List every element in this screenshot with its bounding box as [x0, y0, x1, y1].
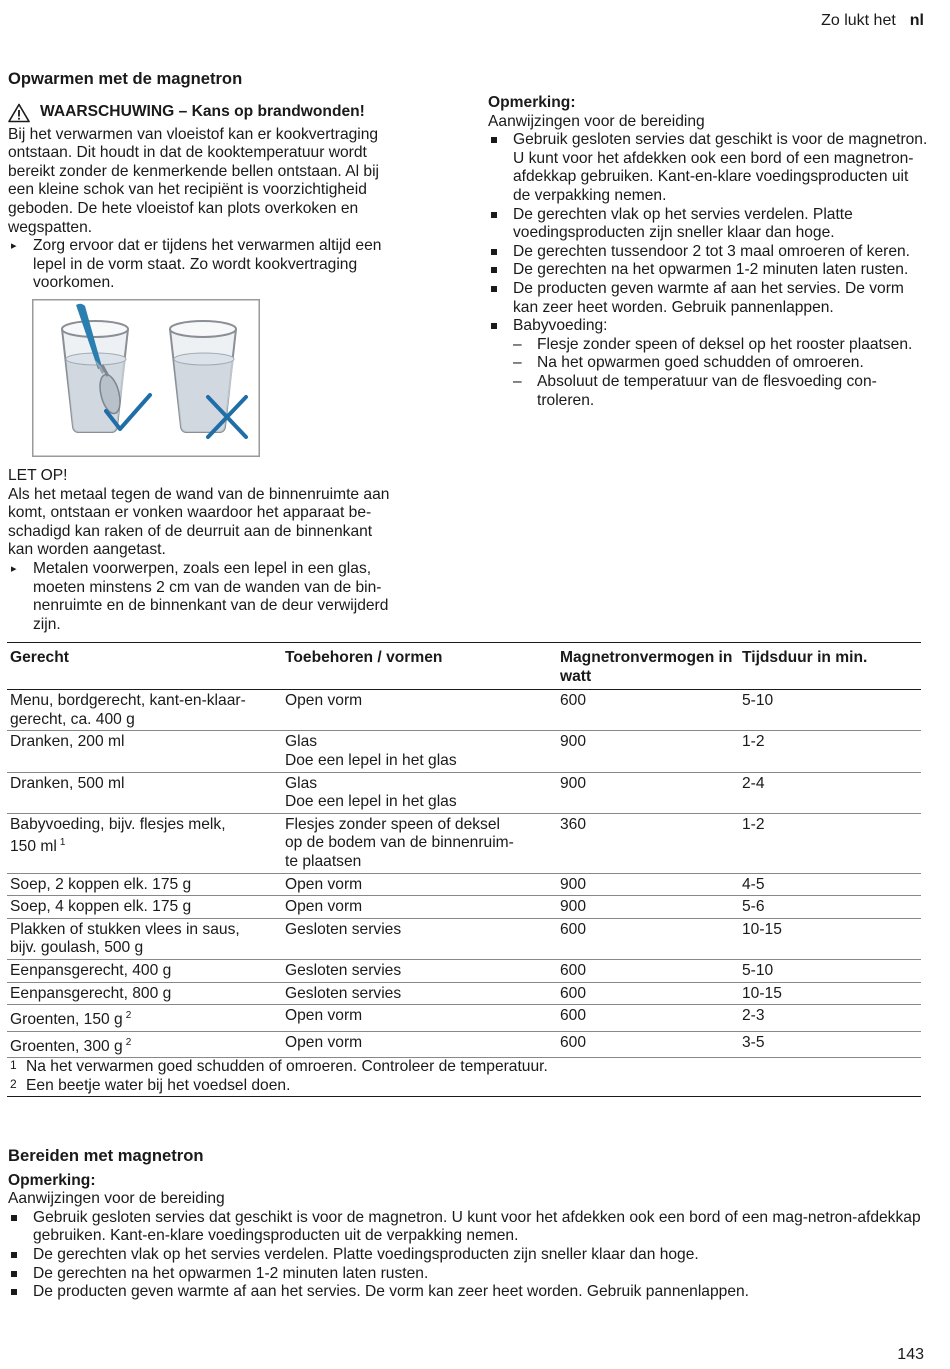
wattage-cell: 900 [557, 731, 739, 772]
duration-cell: 5-10 [739, 959, 921, 982]
warning-action-list [8, 237, 448, 293]
list-item: Babyvoeding: [488, 317, 928, 336]
note-title: Opmerking: [488, 94, 576, 111]
left-column [8, 70, 448, 634]
table-row [7, 873, 921, 896]
table-row [7, 959, 921, 982]
babyfood-sublist [488, 336, 928, 410]
text-line: kan worden aangetast. [8, 541, 166, 559]
dish-name: Menu, bordgerecht, kant-en-klaar- gerecht, ca. 400 g [10, 692, 246, 728]
text-line: voorkomen. [33, 274, 115, 292]
column-header: Tijdsduur in min. [739, 643, 921, 690]
text-line: bereikt zonder de kenmerkende bellen ontstaan. Al bij [8, 162, 380, 180]
footnote-marker: 1 [10, 1058, 17, 1073]
column-header: Toebehoren / vormen [282, 643, 557, 690]
dish-cell [7, 772, 282, 813]
text-line: een kleine schok van het recipiënt is voorzichtigheid [8, 181, 367, 199]
note-list [488, 131, 928, 336]
dish-cell [7, 959, 282, 982]
text-line: zijn. [33, 615, 61, 633]
list-item: De gerechten na het opwarmen 1-2 minuten laten rusten. [488, 261, 928, 280]
language-code: nl [909, 12, 924, 29]
dish-cell [7, 1005, 282, 1032]
list-item: De producten geven warmte af aan het servies. De vorm kan zeer heet worden. Gebruik pannenlappen. [488, 280, 928, 317]
dish-name: Groenten, 300 g [10, 1037, 123, 1055]
footnote [10, 1058, 918, 1077]
dish-name: Soep, 2 koppen elk. 175 g [10, 875, 192, 893]
duration-cell: 4-5 [739, 873, 921, 896]
dish-name: Dranken, 200 ml [10, 733, 125, 751]
page-number: 143 [897, 1346, 924, 1364]
text-line: ▸ Metalen voorwerpen, zoals een lepel in een glas, [33, 559, 372, 577]
header-title: Zo lukt het [821, 12, 896, 29]
list-item: De gerechten na het opwarmen 1-2 minuten laten rusten. [8, 1265, 928, 1284]
table-row [7, 690, 921, 731]
dish-cell [7, 873, 282, 896]
notice-title: LET OP! [8, 466, 68, 484]
footnote-ref: 1 [59, 837, 66, 849]
duration-cell: 1-2 [739, 813, 921, 873]
dish-name: Eenpansgerecht, 400 g [10, 961, 172, 979]
dish-name: Eenpansgerecht, 800 g [10, 984, 172, 1002]
accessory-cell: Open vorm [282, 1031, 557, 1058]
duration-cell: 2-4 [739, 772, 921, 813]
sub-list-item: – Flesje zonder speen of deksel op het rooster plaatsen. [488, 336, 928, 355]
footnote-text: Na het verwarmen goed schudden of omroeren. Controleer de temperatuur. [26, 1058, 548, 1076]
dish-cell [7, 918, 282, 959]
wattage-cell: 600 [557, 918, 739, 959]
text-line: moeten minstens 2 cm van de wanden van de bin- [33, 578, 382, 596]
text-line: ▸ Zorg ervoor dat er tijdens het verwarmen altijd een [33, 237, 382, 255]
dish-name: Dranken, 500 ml [10, 774, 125, 792]
list-item: De gerechten vlak op het servies verdelen. Platte voedingsproducten zijn sneller klaar dan hoge. [8, 1246, 928, 1265]
action-item [8, 560, 448, 634]
footnote-ref: 2 [125, 1010, 132, 1022]
section-heading: Bereiden met magnetron [8, 1146, 204, 1165]
accessory-cell: Glas Doe een lepel in het glas [282, 731, 557, 772]
accessory-cell: Gesloten servies [282, 959, 557, 982]
dish-name: Plakken of stukken vlees in saus, bijv. goulash, 500 g [10, 920, 240, 957]
sub-list-item: – Absoluut de temperatuur van de flesvoeding con-troleren. [488, 373, 928, 410]
warning-text [8, 126, 448, 238]
accessory-cell: Open vorm [282, 896, 557, 919]
accessory-cell: Gesloten servies [282, 982, 557, 1005]
text-line: komt, ontstaan er vonken waardoor het apparaat be- [8, 504, 372, 522]
text-line: Als het metaal tegen de wand van de binnenruimte aan [8, 485, 390, 503]
text-line: schadigd kan raken of de deurruit aan de binnenkant [8, 522, 373, 540]
duration-cell: 1-2 [739, 731, 921, 772]
duration-cell: 3-5 [739, 1031, 921, 1058]
dish-name: Babyvoeding, bijv. flesjes melk, 150 ml [10, 815, 226, 856]
dish-cell [7, 896, 282, 919]
column-header: Magnetronvermogen in watt [557, 643, 739, 690]
wattage-cell: 600 [557, 959, 739, 982]
wattage-cell: 600 [557, 982, 739, 1005]
table-body [7, 690, 921, 1058]
footnote [10, 1077, 918, 1096]
list-item: Gebruik gesloten servies dat geschikt is voor de magnetron. U kunt voor het afdekken ook een bord of een mag-netron-afdekkap gebruiken. Kant-en-klare voedingsproducten uit de verpakking nemen. [8, 1209, 928, 1246]
table-row [7, 731, 921, 772]
footnote-marker: 2 [10, 1076, 17, 1091]
list-item: Gebruik gesloten servies dat geschikt is voor de magnetron. U kunt voor het afdekken ook een bord of een magnetron-afdekkap gebruiken. Kant-en-klare voedingsproducten uit de verpakking nemen. [488, 131, 928, 205]
wattage-cell: 360 [557, 813, 739, 873]
footnote-text: Een beetje water bij het voedsel doen. [26, 1076, 291, 1094]
notice-action-list [8, 560, 448, 634]
text-line: wegspatten. [8, 218, 93, 236]
text-line: Bij het verwarmen van vloeistof kan er kookvertraging [8, 125, 379, 143]
duration-cell: 10-15 [739, 918, 921, 959]
wattage-cell: 900 [557, 896, 739, 919]
warning-triangle-icon [8, 103, 30, 123]
accessory-cell: Open vorm [282, 873, 557, 896]
duration-cell: 10-15 [739, 982, 921, 1005]
text-line: lepel in de vorm staat. Zo wordt kookvertraging [33, 255, 358, 273]
note-subtitle: Aanwijzingen voor de bereiding [8, 1190, 225, 1208]
warning-heading [8, 103, 448, 123]
dish-cell [7, 813, 282, 873]
column-header: Gerecht [7, 643, 282, 690]
dish-cell [7, 1031, 282, 1058]
duration-cell: 5-6 [739, 896, 921, 919]
accessory-cell: Flesjes zonder speen of deksel op de bodem van de binnenruim- te plaatsen [282, 813, 557, 873]
heating-table [7, 642, 921, 1097]
accessory-cell: Open vorm [282, 1005, 557, 1032]
notice-text [8, 486, 448, 560]
accessory-cell: Open vorm [282, 690, 557, 731]
wattage-cell: 900 [557, 772, 739, 813]
warning-title: WAARSCHUWING – Kans op brandwonden! [40, 103, 365, 121]
table-row [7, 1031, 921, 1058]
table-row [7, 1005, 921, 1032]
text-line: ontstaan. Dit houdt in dat de kooktemperatuur wordt [8, 144, 367, 162]
text-line: nenruimte en de binnenkant van de deur verwijderd [33, 597, 389, 615]
wattage-cell: 600 [557, 1031, 739, 1058]
page-header [821, 12, 924, 31]
note-list [8, 1209, 928, 1302]
section-heading: Opwarmen met de magnetron [8, 69, 243, 88]
table-row [7, 772, 921, 813]
accessory-cell: Gesloten servies [282, 918, 557, 959]
action-item [8, 237, 448, 293]
list-item: De gerechten tussendoor 2 tot 3 maal omroeren of keren. [488, 243, 928, 262]
glass-spoon-illustration [32, 299, 260, 457]
duration-cell: 2-3 [739, 1005, 921, 1032]
wattage-cell: 900 [557, 873, 739, 896]
table-row [7, 813, 921, 873]
wattage-cell: 600 [557, 1005, 739, 1032]
dish-cell [7, 982, 282, 1005]
table-row [7, 918, 921, 959]
heating-table-wrapper [7, 642, 921, 1097]
sub-list-item: – Na het opwarmen goed schudden of omroeren. [488, 354, 928, 373]
note-subtitle: Aanwijzingen voor de bereiding [488, 112, 705, 130]
dish-name: Soep, 4 koppen elk. 175 g [10, 898, 192, 916]
table-row [7, 982, 921, 1005]
text-line: geboden. De hete vloeistof kan plots overkoken en [8, 199, 359, 217]
footnotes-row [7, 1058, 921, 1097]
footnote-ref: 2 [125, 1036, 132, 1048]
dish-cell [7, 690, 282, 731]
duration-cell: 5-10 [739, 690, 921, 731]
dish-name: Groenten, 150 g [10, 1011, 123, 1029]
accessory-cell: Glas Doe een lepel in het glas [282, 772, 557, 813]
list-item: De producten geven warmte af aan het servies. De vorm kan zeer heet worden. Gebruik pannenlappen. [8, 1283, 928, 1302]
list-item: De gerechten vlak op het servies verdelen. Platte voedingsproducten zijn sneller klaar dan hoge. [488, 206, 928, 243]
note-title: Opmerking: [8, 1171, 96, 1189]
wattage-cell: 600 [557, 690, 739, 731]
table-row [7, 896, 921, 919]
dish-cell [7, 731, 282, 772]
right-column [488, 94, 928, 410]
table-header-row [7, 643, 921, 690]
bottom-section [8, 1147, 928, 1302]
